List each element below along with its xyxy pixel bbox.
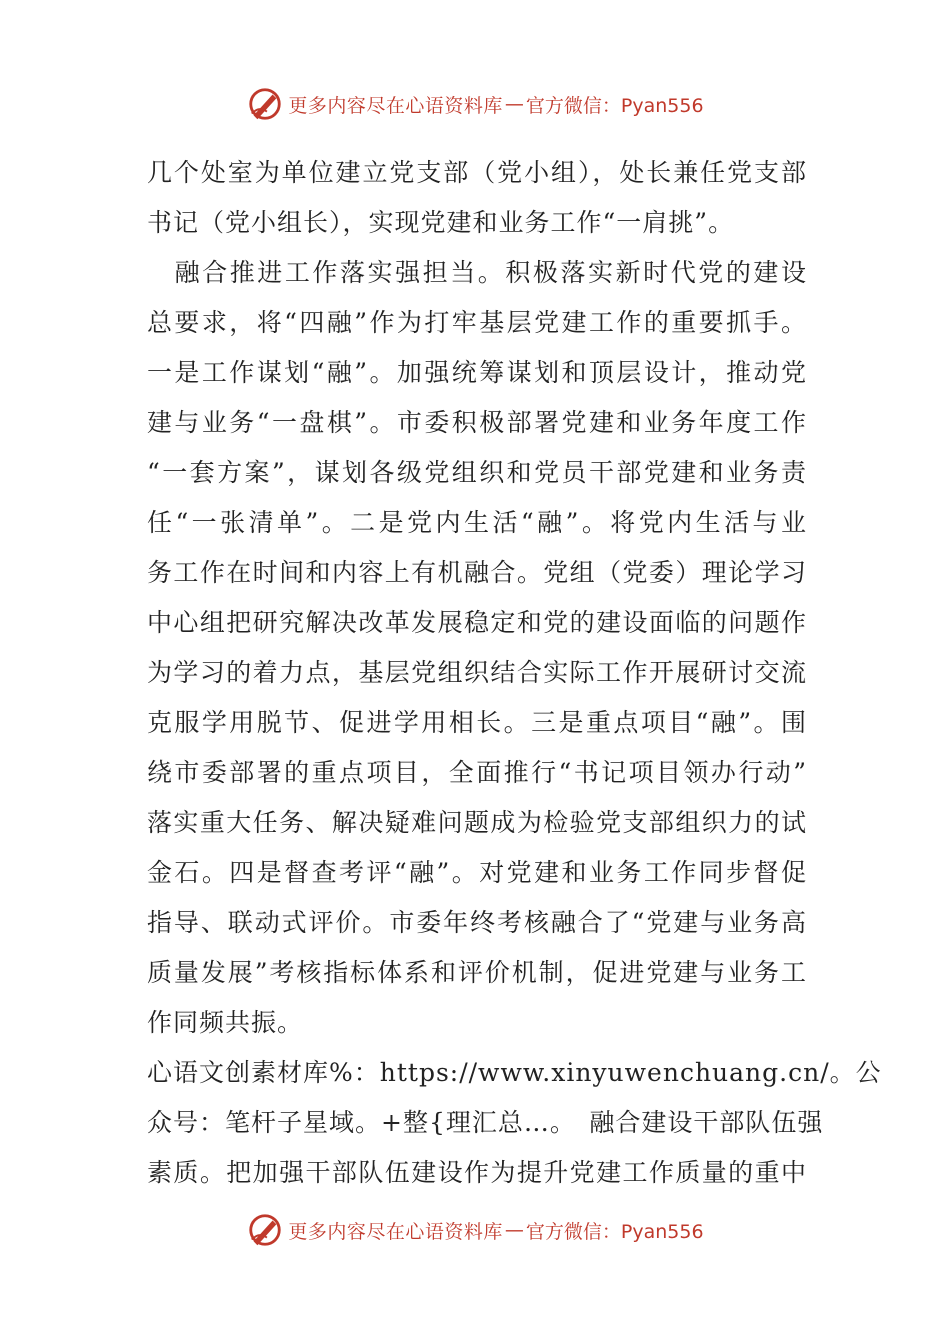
- text-line: 心语文创素材库%：https://www.xinyuwenchuang.cn/。公: [147, 1058, 882, 1087]
- text-line: 书记（党小组长），实现党建和业务工作“一肩挑”。: [147, 208, 735, 237]
- text-line: 作同频共振。: [147, 1008, 304, 1037]
- header-site-text: 更多内容尽在心语资料库: [288, 94, 503, 117]
- text-line: 众号：笔杆子星域。+整{理汇总…。 融合建设干部队伍强: [147, 1108, 824, 1137]
- text-line: 建与业务“一盘棋”。市委积极部署党建和业务年度工作: [147, 408, 807, 437]
- text-line: 落实重大任务、解决疑难问题成为检验党支部组织力的试: [147, 808, 807, 837]
- text-line: 总要求，将“四融”作为打牢基层党建工作的重要抓手。: [147, 308, 807, 337]
- text-line: 一是工作谋划“融”。加强统筹谋划和顶层设计，推动党: [147, 358, 807, 387]
- pen-logo-icon: [246, 85, 284, 123]
- footer-wechat-text: 官方微信：Pyan556: [525, 1220, 704, 1243]
- text-line: “一套方案”，谋划各级党组织和党员干部党建和业务责: [147, 458, 807, 487]
- text-line: 金石。四是督查考评“融”。对党建和业务工作同步督促: [147, 858, 807, 887]
- text-line: 中心组把研究解决改革发展稳定和党的建设面临的问题作: [147, 608, 807, 637]
- text-line: 务工作在时间和内容上有机融合。党组（党委）理论学习: [147, 558, 807, 587]
- text-line: 绕市委部署的重点项目，全面推行“书记项目领办行动”: [147, 758, 807, 787]
- text-line: 克服学用脱节、促进学用相长。三是重点项目“融”。围: [147, 708, 807, 737]
- text-line: 融合推进工作落实强担当。积极落实新时代党的建设: [147, 258, 807, 287]
- pen-logo-icon: [246, 1211, 284, 1249]
- footer-dash: —: [504, 1219, 524, 1241]
- text-line: 素质。把加强干部队伍建设作为提升党建工作质量的重中: [147, 1158, 807, 1187]
- footer-watermark: [0, 1208, 950, 1252]
- document-body: [147, 148, 882, 1198]
- header-watermark: [0, 82, 950, 126]
- header-wechat-text: 官方微信：Pyan556: [525, 94, 704, 117]
- text-line: 任“一张清单”。二是党内生活“融”。将党内生活与业: [147, 508, 807, 537]
- text-line: 几个处室为单位建立党支部（党小组），处长兼任党支部: [147, 158, 807, 187]
- header-dash: —: [504, 93, 524, 115]
- text-line: 质量发展”考核指标体系和评价机制，促进党建与业务工: [147, 958, 807, 987]
- text-line: 指导、联动式评价。市委年终考核融合了“党建与业务高: [147, 908, 807, 937]
- footer-site-text: 更多内容尽在心语资料库: [288, 1220, 503, 1243]
- text-line: 为学习的着力点，基层党组织结合实际工作开展研讨交流: [147, 658, 807, 687]
